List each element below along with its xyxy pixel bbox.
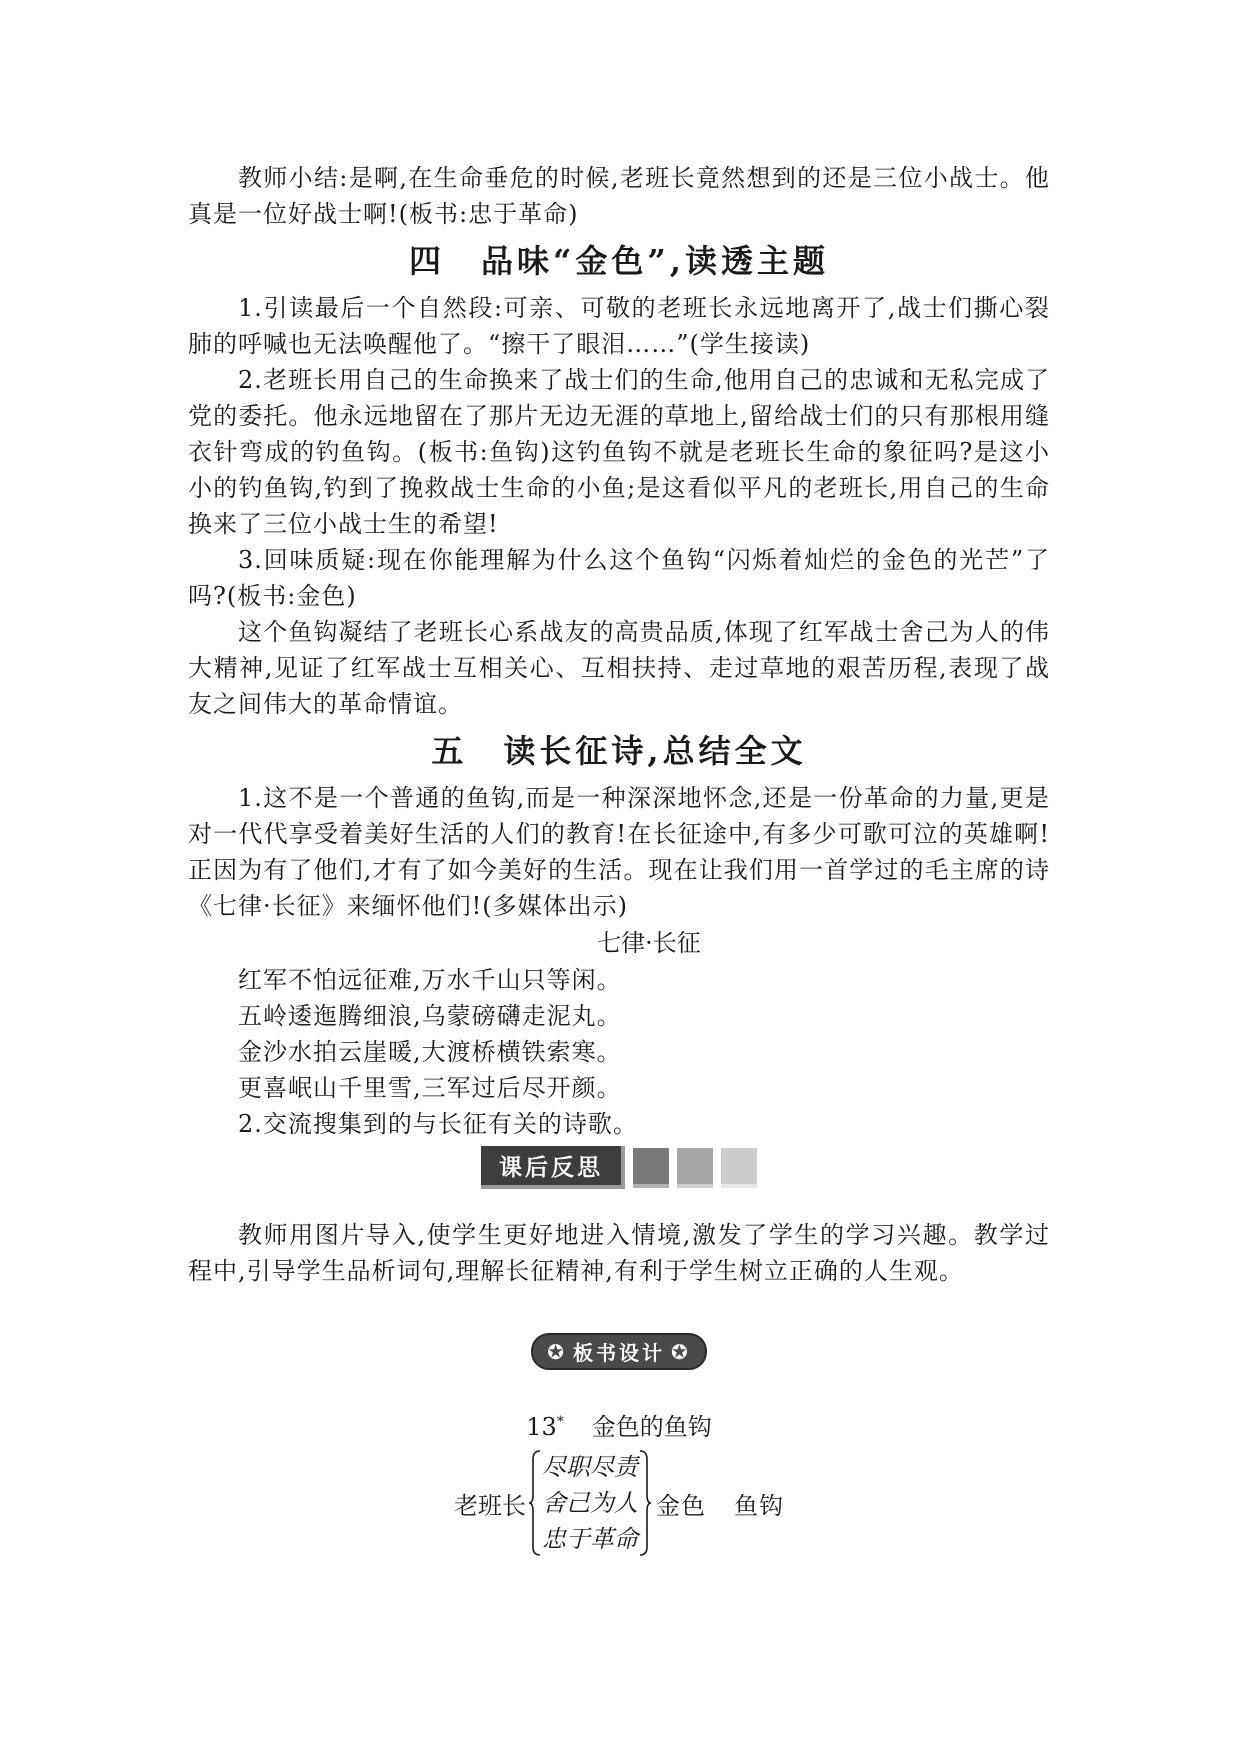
board-tail-fishhook: 鱼钩: [734, 1491, 784, 1520]
reflection-text: 教师用图片导入,使学生更好地进入情境,激发了学生的学习兴趣。教学过程中,引导学生品析词句,理解长征精神,有利于学生树立正确的人生观。: [188, 1221, 1050, 1285]
teacher-summary: 教师小结:是啊,在生命垂危的时候,老班长竟然想到的还是三位小战士。他真是一位好战士啊!(板书:忠于革命): [188, 164, 1050, 228]
section-four-item-3: 3.回味质疑:现在你能理解为什么这个鱼钩“闪烁着灿烂的金色的光芒”了吗?(板书:金色): [188, 546, 1050, 610]
left-brace-icon: [528, 1449, 542, 1557]
section-four-heading: 四 品味“金色”,读透主题: [409, 242, 829, 280]
star-icon: ✪: [547, 1339, 567, 1364]
section-four-conclusion: 这个鱼钩凝结了老班长心系战友的高贵品质,体现了红军战士舍己为人的伟大精神,见证了红军战士互相关心、互相扶持、走过草地的艰苦历程,表现了战友之间伟大的革命情谊。: [188, 618, 1050, 718]
board-item: 舍己为人: [542, 1489, 638, 1517]
banner-square-decoration: [721, 1148, 757, 1188]
lesson-star-mark: *: [556, 1414, 564, 1430]
lesson-title: 金色的鱼钩: [591, 1413, 712, 1441]
poem-line: 红军不怕远征难,万水千山只等闲。: [238, 966, 622, 994]
section-four-item-2: 2.老班长用自己的生命换来了战士们的生命,他用自己的忠诚和无私完成了党的委托。他永远地留在了那片无边无涯的草地上,留给战士们的只有那根用缝衣针弯成的钓鱼钩。(板书:鱼钩)这钓鱼钩不就是老班长生命的象征吗?是这小小的钓鱼钩,钓到了挽救战士生命的小鱼;是这看似平凡的老班长,用自己的生命换来了三位小战士生的希望!: [188, 366, 1050, 538]
board-lead: 老班长: [454, 1491, 526, 1520]
lesson-number: 13: [526, 1413, 557, 1441]
board-tail: [656, 1486, 784, 1521]
section-five-item-2: 2.交流搜集到的与长征有关的诗歌。: [238, 1110, 638, 1138]
board-items: [542, 1449, 638, 1557]
reflection-banner: [188, 1146, 1050, 1189]
poem-line: 更喜岷山千里雪,三军过后尽开颜。: [238, 1074, 622, 1102]
section-five-heading: 五 读长征诗,总结全文: [431, 732, 807, 770]
board-design-banner: [188, 1333, 1050, 1370]
poem-line: 金沙水拍云崖暖,大渡桥横铁索寒。: [238, 1038, 622, 1066]
board-item: 忠于革命: [542, 1525, 638, 1553]
section-five-item-1: 1.这不是一个普通的鱼钩,而是一种深深地怀念,还是一份革命的力量,更是对一代代享受着美好生活的人们的教育!在长征途中,有多少可歌可泣的英雄啊!正因为有了他们,才有了如今美好的生活。现在让我们用一首学过的毛主席的诗《七律·长征》来缅怀他们!(多媒体出示): [188, 784, 1050, 920]
board-diagram: [188, 1449, 1050, 1557]
poem-title: 七律·长征: [597, 929, 701, 957]
star-icon: ✪: [671, 1339, 691, 1364]
reflection-banner-label: 课后反思: [481, 1146, 625, 1189]
right-brace-icon: [638, 1449, 652, 1557]
board-design-label: 板书设计: [573, 1341, 665, 1365]
banner-square-decoration: [633, 1148, 669, 1188]
board-item: 尽职尽责: [542, 1453, 638, 1481]
poem-line: 五岭逶迤腾细浪,乌蒙磅礴走泥丸。: [238, 1002, 622, 1030]
banner-square-decoration: [677, 1148, 713, 1188]
section-four-item-1: 1.引读最后一个自然段:可亲、可敬的老班长永远地离开了,战士们撕心裂肺的呼喊也无法唤醒他了。“擦干了眼泪……”(学生接读): [188, 294, 1050, 358]
board-tail-golden: 金色: [656, 1491, 706, 1520]
content: [188, 160, 1050, 1557]
board-title: [188, 1402, 1050, 1447]
